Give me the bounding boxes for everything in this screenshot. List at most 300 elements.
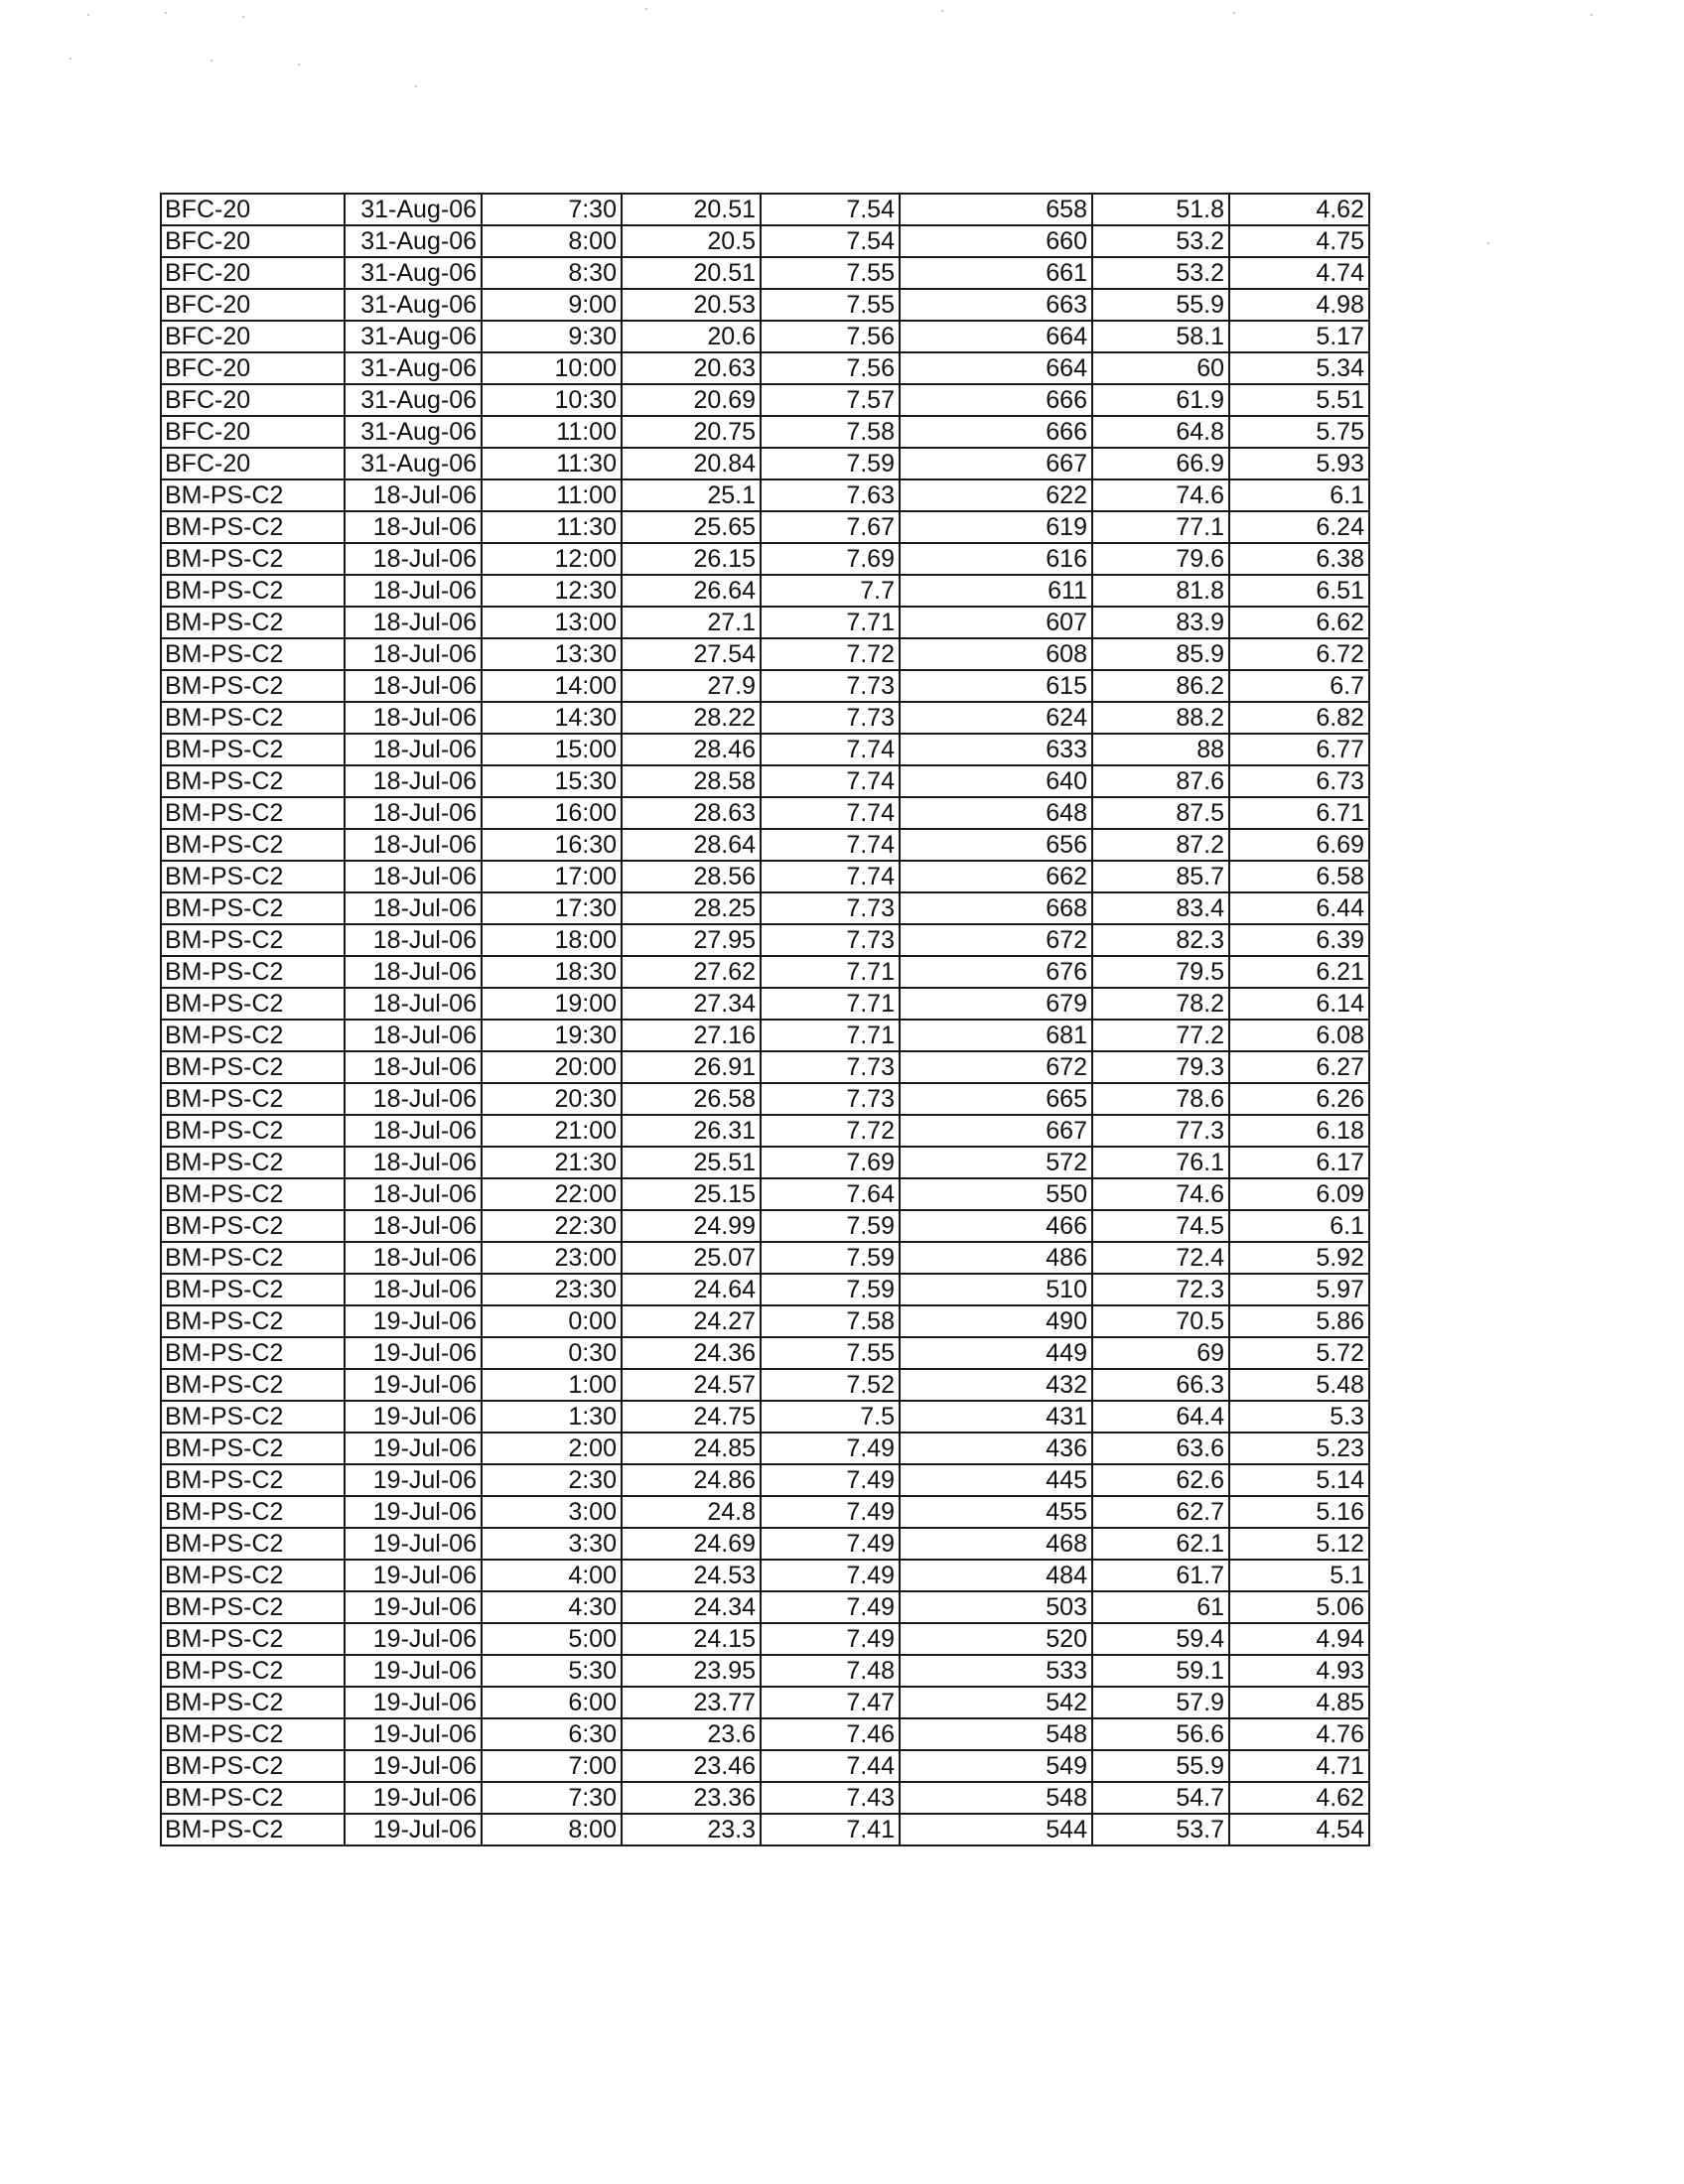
value5-cell: 5.1	[1229, 1560, 1369, 1591]
site-id-cell: BM-PS-C2	[161, 1115, 345, 1147]
time-cell: 20:00	[482, 1051, 622, 1083]
table-row	[161, 257, 1369, 289]
value3-cell: 468	[900, 1528, 1092, 1560]
value3-cell: 544	[900, 1814, 1092, 1845]
site-id-cell: BM-PS-C2	[161, 1687, 345, 1718]
date-cell: 19-Jul-06	[345, 1591, 482, 1623]
date-cell: 18-Jul-06	[345, 988, 482, 1020]
value3-cell: 550	[900, 1178, 1092, 1210]
site-id-cell: BM-PS-C2	[161, 956, 345, 988]
value2-cell: 7.55	[761, 289, 900, 321]
value5-cell: 6.26	[1229, 1083, 1369, 1115]
value5-cell: 6.82	[1229, 702, 1369, 734]
value1-cell: 26.58	[622, 1083, 761, 1115]
table-row	[161, 797, 1369, 829]
table-row	[161, 352, 1369, 384]
table-row	[161, 416, 1369, 448]
value3-cell: 455	[900, 1496, 1092, 1528]
value2-cell: 7.69	[761, 543, 900, 575]
value2-cell: 7.48	[761, 1655, 900, 1687]
time-cell: 8:00	[482, 1814, 622, 1845]
value5-cell: 4.94	[1229, 1623, 1369, 1655]
time-cell: 12:30	[482, 575, 622, 607]
site-id-cell: BM-PS-C2	[161, 1433, 345, 1464]
time-cell: 17:00	[482, 861, 622, 892]
value3-cell: 466	[900, 1210, 1092, 1242]
value2-cell: 7.59	[761, 1242, 900, 1274]
value5-cell: 6.73	[1229, 765, 1369, 797]
table-row	[161, 924, 1369, 956]
value2-cell: 7.73	[761, 1051, 900, 1083]
table-row	[161, 1083, 1369, 1115]
site-id-cell: BFC-20	[161, 257, 345, 289]
site-id-cell: BM-PS-C2	[161, 1147, 345, 1178]
value5-cell: 4.93	[1229, 1655, 1369, 1687]
value2-cell: 7.46	[761, 1718, 900, 1750]
value4-cell: 74.6	[1092, 479, 1229, 511]
date-cell: 18-Jul-06	[345, 543, 482, 575]
value5-cell: 5.12	[1229, 1528, 1369, 1560]
date-cell: 19-Jul-06	[345, 1750, 482, 1782]
value3-cell: 616	[900, 543, 1092, 575]
value1-cell: 23.6	[622, 1718, 761, 1750]
site-id-cell: BM-PS-C2	[161, 670, 345, 702]
value5-cell: 4.62	[1229, 1782, 1369, 1814]
time-cell: 10:00	[482, 352, 622, 384]
value2-cell: 7.74	[761, 797, 900, 829]
table-row	[161, 1560, 1369, 1591]
value1-cell: 24.34	[622, 1591, 761, 1623]
value1-cell: 26.31	[622, 1115, 761, 1147]
value4-cell: 70.5	[1092, 1305, 1229, 1337]
table-row	[161, 1242, 1369, 1274]
date-cell: 18-Jul-06	[345, 607, 482, 638]
time-cell: 22:00	[482, 1178, 622, 1210]
value3-cell: 572	[900, 1147, 1092, 1178]
value3-cell: 549	[900, 1750, 1092, 1782]
value2-cell: 7.41	[761, 1814, 900, 1845]
value1-cell: 28.56	[622, 861, 761, 892]
time-cell: 5:30	[482, 1655, 622, 1687]
value4-cell: 78.6	[1092, 1083, 1229, 1115]
value1-cell: 20.6	[622, 321, 761, 352]
value3-cell: 548	[900, 1782, 1092, 1814]
date-cell: 19-Jul-06	[345, 1655, 482, 1687]
value1-cell: 24.8	[622, 1496, 761, 1528]
value1-cell: 24.57	[622, 1369, 761, 1401]
value2-cell: 7.54	[761, 225, 900, 257]
table-row	[161, 638, 1369, 670]
date-cell: 18-Jul-06	[345, 479, 482, 511]
value4-cell: 56.6	[1092, 1718, 1229, 1750]
site-id-cell: BM-PS-C2	[161, 1401, 345, 1433]
site-id-cell: BM-PS-C2	[161, 1274, 345, 1305]
value5-cell: 5.72	[1229, 1337, 1369, 1369]
value3-cell: 679	[900, 988, 1092, 1020]
time-cell: 14:00	[482, 670, 622, 702]
value3-cell: 665	[900, 1083, 1092, 1115]
date-cell: 18-Jul-06	[345, 829, 482, 861]
value4-cell: 62.6	[1092, 1464, 1229, 1496]
value2-cell: 7.71	[761, 607, 900, 638]
value5-cell: 4.98	[1229, 289, 1369, 321]
time-cell: 19:30	[482, 1020, 622, 1051]
site-id-cell: BM-PS-C2	[161, 1718, 345, 1750]
value2-cell: 7.72	[761, 638, 900, 670]
table-row	[161, 1782, 1369, 1814]
site-id-cell: BM-PS-C2	[161, 924, 345, 956]
time-cell: 16:00	[482, 797, 622, 829]
table-row	[161, 1274, 1369, 1305]
value2-cell: 7.73	[761, 702, 900, 734]
value4-cell: 62.7	[1092, 1496, 1229, 1528]
value4-cell: 87.2	[1092, 829, 1229, 861]
value4-cell: 87.6	[1092, 765, 1229, 797]
value1-cell: 20.51	[622, 194, 761, 225]
value3-cell: 510	[900, 1274, 1092, 1305]
value4-cell: 79.6	[1092, 543, 1229, 575]
value4-cell: 53.2	[1092, 225, 1229, 257]
site-id-cell: BFC-20	[161, 448, 345, 479]
value5-cell: 5.86	[1229, 1305, 1369, 1337]
value5-cell: 6.21	[1229, 956, 1369, 988]
time-cell: 2:30	[482, 1464, 622, 1496]
value2-cell: 7.67	[761, 511, 900, 543]
value5-cell: 5.17	[1229, 321, 1369, 352]
table-row	[161, 448, 1369, 479]
value1-cell: 24.75	[622, 1401, 761, 1433]
time-cell: 7:30	[482, 194, 622, 225]
value5-cell: 6.58	[1229, 861, 1369, 892]
date-cell: 18-Jul-06	[345, 670, 482, 702]
site-id-cell: BM-PS-C2	[161, 1051, 345, 1083]
value3-cell: 503	[900, 1591, 1092, 1623]
value5-cell: 5.97	[1229, 1274, 1369, 1305]
value4-cell: 51.8	[1092, 194, 1229, 225]
value5-cell: 5.06	[1229, 1591, 1369, 1623]
value3-cell: 666	[900, 384, 1092, 416]
value5-cell: 6.72	[1229, 638, 1369, 670]
value4-cell: 83.9	[1092, 607, 1229, 638]
value3-cell: 658	[900, 194, 1092, 225]
time-cell: 20:30	[482, 1083, 622, 1115]
value3-cell: 672	[900, 924, 1092, 956]
site-id-cell: BM-PS-C2	[161, 1560, 345, 1591]
value5-cell: 5.34	[1229, 352, 1369, 384]
value1-cell: 25.07	[622, 1242, 761, 1274]
value2-cell: 7.64	[761, 1178, 900, 1210]
date-cell: 19-Jul-06	[345, 1337, 482, 1369]
site-id-cell: BM-PS-C2	[161, 861, 345, 892]
table-row	[161, 1718, 1369, 1750]
time-cell: 21:30	[482, 1147, 622, 1178]
value2-cell: 7.69	[761, 1147, 900, 1178]
time-cell: 13:00	[482, 607, 622, 638]
value5-cell: 5.75	[1229, 416, 1369, 448]
value1-cell: 20.69	[622, 384, 761, 416]
value3-cell: 664	[900, 352, 1092, 384]
value4-cell: 77.1	[1092, 511, 1229, 543]
date-cell: 19-Jul-06	[345, 1560, 482, 1591]
value5-cell: 6.08	[1229, 1020, 1369, 1051]
value2-cell: 7.56	[761, 352, 900, 384]
value5-cell: 6.69	[1229, 829, 1369, 861]
site-id-cell: BM-PS-C2	[161, 1782, 345, 1814]
time-cell: 18:30	[482, 956, 622, 988]
table-row	[161, 511, 1369, 543]
value1-cell: 23.95	[622, 1655, 761, 1687]
date-cell: 18-Jul-06	[345, 1020, 482, 1051]
value4-cell: 69	[1092, 1337, 1229, 1369]
date-cell: 18-Jul-06	[345, 1178, 482, 1210]
site-id-cell: BFC-20	[161, 289, 345, 321]
value4-cell: 78.2	[1092, 988, 1229, 1020]
value3-cell: 681	[900, 1020, 1092, 1051]
value5-cell: 4.85	[1229, 1687, 1369, 1718]
date-cell: 19-Jul-06	[345, 1814, 482, 1845]
time-cell: 4:00	[482, 1560, 622, 1591]
value1-cell: 24.53	[622, 1560, 761, 1591]
site-id-cell: BFC-20	[161, 384, 345, 416]
value4-cell: 82.3	[1092, 924, 1229, 956]
value2-cell: 7.74	[761, 861, 900, 892]
value2-cell: 7.49	[761, 1433, 900, 1464]
value1-cell: 28.58	[622, 765, 761, 797]
site-id-cell: BM-PS-C2	[161, 1305, 345, 1337]
table-row	[161, 1591, 1369, 1623]
value3-cell: 660	[900, 225, 1092, 257]
table-row	[161, 702, 1369, 734]
table-row	[161, 1210, 1369, 1242]
value1-cell: 28.63	[622, 797, 761, 829]
time-cell: 11:30	[482, 448, 622, 479]
value5-cell: 4.54	[1229, 1814, 1369, 1845]
time-cell: 1:00	[482, 1369, 622, 1401]
table-row	[161, 1337, 1369, 1369]
date-cell: 19-Jul-06	[345, 1305, 482, 1337]
date-cell: 19-Jul-06	[345, 1496, 482, 1528]
value1-cell: 23.36	[622, 1782, 761, 1814]
time-cell: 11:30	[482, 511, 622, 543]
value2-cell: 7.58	[761, 1305, 900, 1337]
date-cell: 19-Jul-06	[345, 1464, 482, 1496]
date-cell: 18-Jul-06	[345, 1051, 482, 1083]
value3-cell: 667	[900, 1115, 1092, 1147]
value2-cell: 7.49	[761, 1591, 900, 1623]
value3-cell: 490	[900, 1305, 1092, 1337]
value2-cell: 7.74	[761, 765, 900, 797]
time-cell: 3:30	[482, 1528, 622, 1560]
site-id-cell: BM-PS-C2	[161, 797, 345, 829]
value3-cell: 548	[900, 1718, 1092, 1750]
value1-cell: 23.46	[622, 1750, 761, 1782]
site-id-cell: BM-PS-C2	[161, 1655, 345, 1687]
table-row	[161, 1687, 1369, 1718]
value3-cell: 676	[900, 956, 1092, 988]
time-cell: 3:00	[482, 1496, 622, 1528]
value1-cell: 20.84	[622, 448, 761, 479]
time-cell: 4:30	[482, 1591, 622, 1623]
value2-cell: 7.71	[761, 956, 900, 988]
value5-cell: 4.74	[1229, 257, 1369, 289]
table-row	[161, 607, 1369, 638]
time-cell: 15:30	[482, 765, 622, 797]
date-cell: 31-Aug-06	[345, 289, 482, 321]
value1-cell: 26.15	[622, 543, 761, 575]
value4-cell: 66.3	[1092, 1369, 1229, 1401]
value2-cell: 7.49	[761, 1560, 900, 1591]
date-cell: 18-Jul-06	[345, 1242, 482, 1274]
value4-cell: 79.3	[1092, 1051, 1229, 1083]
value4-cell: 77.2	[1092, 1020, 1229, 1051]
date-cell: 18-Jul-06	[345, 702, 482, 734]
value4-cell: 76.1	[1092, 1147, 1229, 1178]
site-id-cell: BM-PS-C2	[161, 1369, 345, 1401]
table-row	[161, 1401, 1369, 1433]
value1-cell: 20.51	[622, 257, 761, 289]
date-cell: 18-Jul-06	[345, 638, 482, 670]
time-cell: 11:00	[482, 416, 622, 448]
date-cell: 19-Jul-06	[345, 1718, 482, 1750]
value2-cell: 7.7	[761, 575, 900, 607]
value3-cell: 615	[900, 670, 1092, 702]
value3-cell: 663	[900, 289, 1092, 321]
date-cell: 19-Jul-06	[345, 1433, 482, 1464]
value4-cell: 66.9	[1092, 448, 1229, 479]
value4-cell: 61.9	[1092, 384, 1229, 416]
table-row	[161, 892, 1369, 924]
site-id-cell: BFC-20	[161, 194, 345, 225]
value4-cell: 81.8	[1092, 575, 1229, 607]
value1-cell: 23.3	[622, 1814, 761, 1845]
value2-cell: 7.59	[761, 448, 900, 479]
table-row	[161, 1655, 1369, 1687]
site-id-cell: BM-PS-C2	[161, 1337, 345, 1369]
value5-cell: 6.24	[1229, 511, 1369, 543]
table-row	[161, 1464, 1369, 1496]
site-id-cell: BM-PS-C2	[161, 1242, 345, 1274]
value5-cell: 4.75	[1229, 225, 1369, 257]
value1-cell: 24.99	[622, 1210, 761, 1242]
table-row	[161, 1020, 1369, 1051]
time-cell: 22:30	[482, 1210, 622, 1242]
value4-cell: 64.4	[1092, 1401, 1229, 1433]
time-cell: 23:00	[482, 1242, 622, 1274]
table-row	[161, 829, 1369, 861]
site-id-cell: BM-PS-C2	[161, 1496, 345, 1528]
value4-cell: 61	[1092, 1591, 1229, 1623]
value4-cell: 63.6	[1092, 1433, 1229, 1464]
date-cell: 31-Aug-06	[345, 321, 482, 352]
table-row	[161, 289, 1369, 321]
value4-cell: 61.7	[1092, 1560, 1229, 1591]
value3-cell: 640	[900, 765, 1092, 797]
time-cell: 10:30	[482, 384, 622, 416]
date-cell: 19-Jul-06	[345, 1528, 482, 1560]
table-body	[161, 194, 1369, 1845]
table-row	[161, 543, 1369, 575]
value1-cell: 24.27	[622, 1305, 761, 1337]
table-row	[161, 225, 1369, 257]
value2-cell: 7.54	[761, 194, 900, 225]
site-id-cell: BM-PS-C2	[161, 765, 345, 797]
value2-cell: 7.63	[761, 479, 900, 511]
value5-cell: 5.14	[1229, 1464, 1369, 1496]
value3-cell: 667	[900, 448, 1092, 479]
value2-cell: 7.44	[761, 1750, 900, 1782]
value3-cell: 622	[900, 479, 1092, 511]
site-id-cell: BM-PS-C2	[161, 1623, 345, 1655]
value2-cell: 7.71	[761, 1020, 900, 1051]
date-cell: 18-Jul-06	[345, 892, 482, 924]
value4-cell: 72.3	[1092, 1274, 1229, 1305]
value2-cell: 7.56	[761, 321, 900, 352]
site-id-cell: BM-PS-C2	[161, 1083, 345, 1115]
value4-cell: 58.1	[1092, 321, 1229, 352]
date-cell: 19-Jul-06	[345, 1623, 482, 1655]
value4-cell: 64.8	[1092, 416, 1229, 448]
value5-cell: 5.93	[1229, 448, 1369, 479]
value2-cell: 7.58	[761, 416, 900, 448]
site-id-cell: BM-PS-C2	[161, 543, 345, 575]
value3-cell: 666	[900, 416, 1092, 448]
value4-cell: 87.5	[1092, 797, 1229, 829]
value5-cell: 6.18	[1229, 1115, 1369, 1147]
table-row	[161, 1814, 1369, 1845]
value5-cell: 6.71	[1229, 797, 1369, 829]
date-cell: 18-Jul-06	[345, 956, 482, 988]
value5-cell: 6.1	[1229, 1210, 1369, 1242]
value2-cell: 7.55	[761, 257, 900, 289]
value1-cell: 28.22	[622, 702, 761, 734]
table-row	[161, 384, 1369, 416]
table-row	[161, 1528, 1369, 1560]
time-cell: 23:30	[482, 1274, 622, 1305]
table-row	[161, 956, 1369, 988]
value3-cell: 662	[900, 861, 1092, 892]
value1-cell: 28.25	[622, 892, 761, 924]
time-cell: 19:00	[482, 988, 622, 1020]
value2-cell: 7.57	[761, 384, 900, 416]
site-id-cell: BM-PS-C2	[161, 988, 345, 1020]
value2-cell: 7.5	[761, 1401, 900, 1433]
date-cell: 31-Aug-06	[345, 416, 482, 448]
value1-cell: 24.69	[622, 1528, 761, 1560]
site-id-cell: BM-PS-C2	[161, 1528, 345, 1560]
value1-cell: 24.85	[622, 1433, 761, 1464]
value5-cell: 6.77	[1229, 734, 1369, 765]
date-cell: 18-Jul-06	[345, 511, 482, 543]
value5-cell: 6.38	[1229, 543, 1369, 575]
site-id-cell: BM-PS-C2	[161, 607, 345, 638]
value1-cell: 27.54	[622, 638, 761, 670]
value2-cell: 7.49	[761, 1528, 900, 1560]
value2-cell: 7.55	[761, 1337, 900, 1369]
date-cell: 18-Jul-06	[345, 797, 482, 829]
value1-cell: 25.1	[622, 479, 761, 511]
value5-cell: 6.62	[1229, 607, 1369, 638]
date-cell: 18-Jul-06	[345, 924, 482, 956]
site-id-cell: BM-PS-C2	[161, 1464, 345, 1496]
value4-cell: 74.6	[1092, 1178, 1229, 1210]
date-cell: 18-Jul-06	[345, 861, 482, 892]
table-row	[161, 1369, 1369, 1401]
value1-cell: 20.63	[622, 352, 761, 384]
date-cell: 18-Jul-06	[345, 734, 482, 765]
value1-cell: 27.1	[622, 607, 761, 638]
value3-cell: 648	[900, 797, 1092, 829]
time-cell: 17:30	[482, 892, 622, 924]
